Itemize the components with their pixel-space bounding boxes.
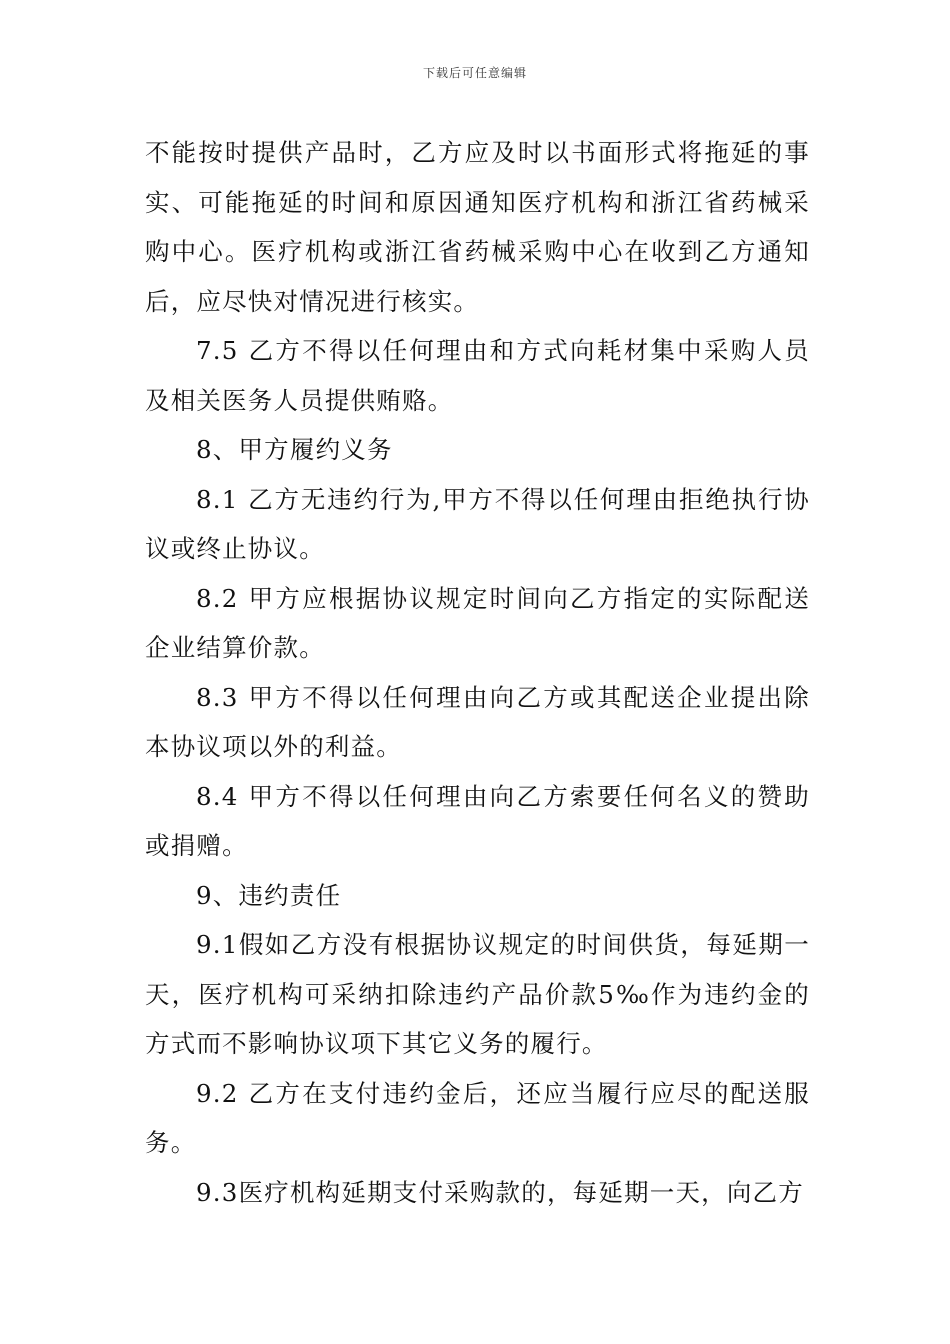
section-heading-8: 8、甲方履约义务 <box>196 435 393 464</box>
paragraph-8-1: 8.1 乙方无违约行为,甲方不得以任何理由拒绝执行协议或终止协议。 <box>145 484 810 563</box>
paragraph-delay-notice: 不能按时提供产品时，乙方应及时以书面形式将拖延的事实、可能拖延的时间和原因通知医疗机构和浙江省药械采购中心。医疗机构或浙江省药械采购中心在收到乙方通知后，应尽快对情况进行核实。 <box>145 138 810 316</box>
paragraph-9-1: 9.1假如乙方没有根据协议规定的时间供货，每延期一天，医疗机构可采纳扣除违约产品价款5‰作为违约金的方式而不影响协议项下其它义务的履行。 <box>145 930 810 1058</box>
paragraph-8-3: 8.3 甲方不得以任何理由向乙方或其配送企业提出除本协议项以外的利益。 <box>145 682 810 761</box>
paragraph-9-2: 9.2 乙方在支付违约金后，还应当履行应尽的配送服务。 <box>145 1078 810 1157</box>
paragraph-7-5: 7.5 乙方不得以任何理由和方式向耗材集中采购人员及相关医务人员提供贿赂。 <box>145 336 810 415</box>
paragraph-8-2: 8.2 甲方应根据协议规定时间向乙方指定的实际配送企业结算价款。 <box>145 583 810 662</box>
document-body <box>145 128 810 1217</box>
page-header-note: 下载后可任意编辑 <box>422 66 527 80</box>
paragraph-8-4: 8.4 甲方不得以任何理由向乙方索要任何名义的赞助或捐赠。 <box>145 781 810 860</box>
section-heading-9: 9、违约责任 <box>196 880 342 910</box>
paragraph-9-3: 9.3医疗机构延期支付采购款的，每延期一天，向乙方 <box>196 1177 804 1207</box>
